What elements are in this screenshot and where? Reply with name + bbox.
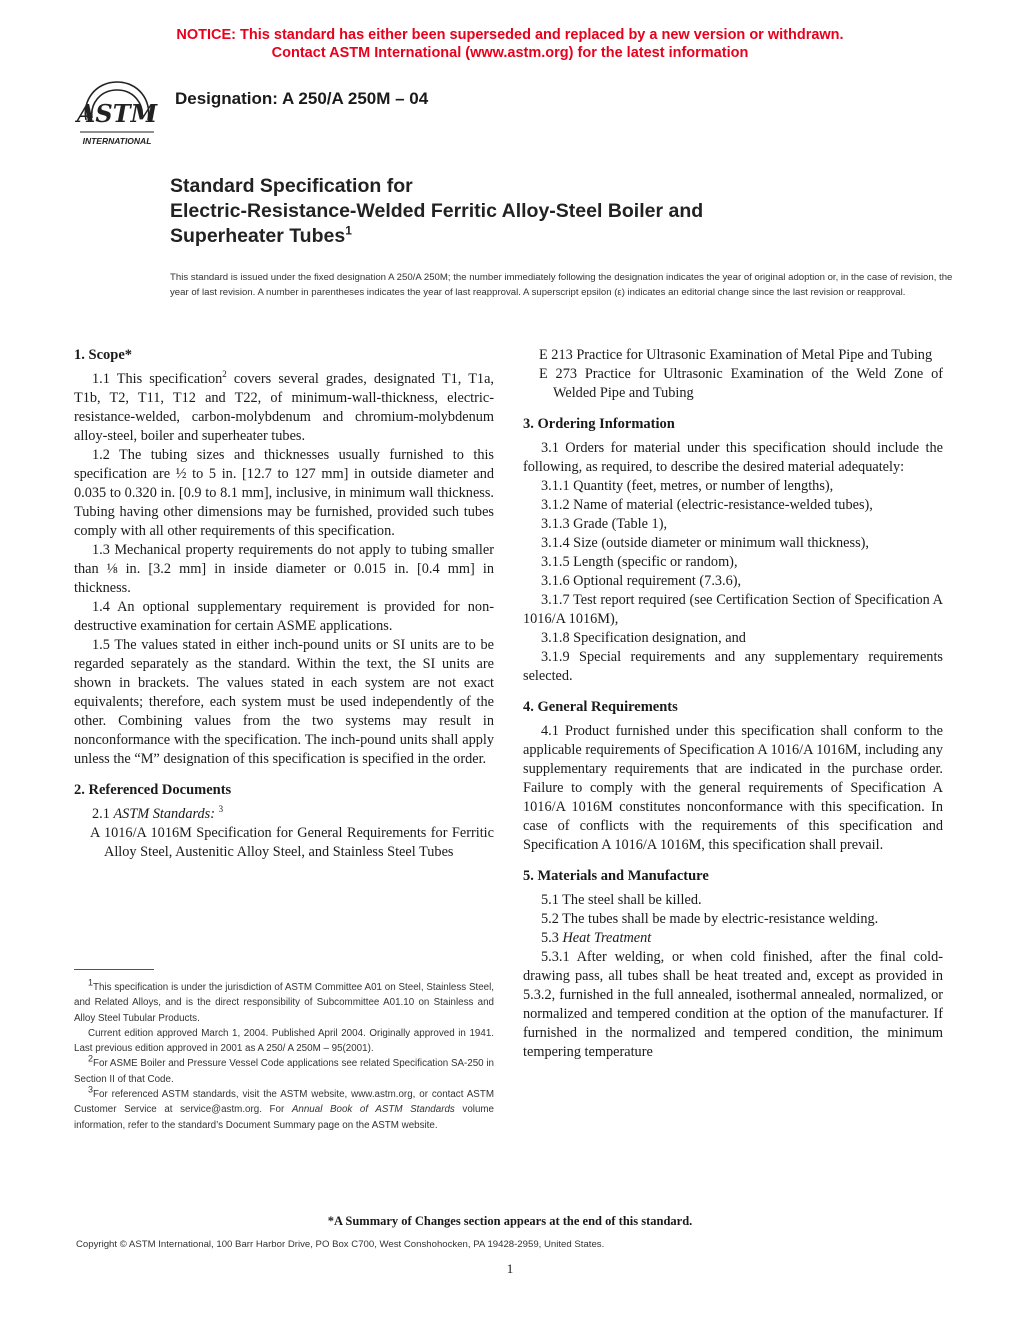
footnote-1b: Current edition approved March 1, 2004. Published April 2004. Originally approved in 1941. Last previous edition approved in 2001 as A 250/ A 250M – 95(2001). [74, 1027, 494, 1055]
ordering-item: 3.1.5 Length (specific or random), [541, 554, 738, 570]
scope-1-1-a: 1.1 This specification [92, 371, 223, 387]
scope-1-4: 1.4 An optional supplementary requirement is provided for non-destructive examination for certain ASME applications. [74, 599, 494, 634]
general-heading: 4. General Requirements [523, 699, 678, 715]
ordering-heading: 3. Ordering Information [523, 416, 675, 432]
notice-line-2: Contact ASTM International (www.astm.org) for the latest information [271, 45, 749, 61]
notice-line-1: NOTICE: This standard has either been superseded and replaced by a new version or withdrawn. [176, 27, 844, 43]
materials-5-3-1: 5.3.1 After welding, or when cold finished, after the final cold-drawing pass, all tubes shall be heat treated and, except as provided in 5.3.2, furnished in the full annealed, isothermal annealed, normalized, or normalized and tempered condition at the option of the manufacturer. If furnished in the normalized and tempered condition, the minimum tempering temperature [523, 949, 943, 1060]
materials-5-3-italic: Heat Treatment [562, 930, 652, 946]
issued-note: This standard is issued under the fixed designation A 250/A 250M; the number immediately following the designation indicates the year of original adoption or, in the case of revision, the year of last revision. A number in parentheses indicates the year of last reapproval. A superscript epsilon (ε) indicates an editorial change since the last revision or reapproval. [170, 272, 953, 298]
footnotes [74, 977, 495, 1133]
title-line-3-wrap [170, 224, 703, 249]
footnote-2-mark: 2 [88, 1054, 94, 1065]
scope-1-1-sup: 2 [222, 369, 227, 380]
ordering-item: 3.1.3 Grade (Table 1), [541, 516, 668, 532]
ordering-item: 3.1.8 Specification designation, and [541, 630, 746, 646]
ordering-item: 3.1.9 Special requirements and any supplementary requirements selected. [523, 649, 943, 684]
scope-1-1 [74, 370, 494, 446]
footnote-1-text: This specification is under the jurisdiction of ASTM Committee A01 on Steel, Stainless Steel, and Related Alloys, and is the direct responsibility of Subcommittee A01.10 on Stainless and Alloy Steel Tubular Products. [74, 982, 494, 1024]
referenced-2-1-a: 2.1 [92, 806, 114, 822]
title-line-3: Superheater Tubes [170, 225, 346, 247]
materials-5-3-a: 5.3 [541, 930, 563, 946]
copyright: Copyright © ASTM International, 100 Barr Harbor Drive, PO Box C700, West Conshohocken, PA 19428-2959, United States. [76, 1239, 605, 1250]
footnote-1 [74, 977, 494, 1026]
scope-1-1-b: covers several grades, designated T1, T1a, T1b, T2, T11, T12 and T22, of minimum-wall-thickness, electric-resistance-welded, carbon-molybdenum and chromium-molybdenum alloy-steel, boiler and superheater tubes. [74, 371, 494, 444]
designation: Designation: A 250/A 250M – 04 [175, 89, 429, 108]
footnote-3-italic: Annual Book of ASTM Standards [291, 1104, 455, 1116]
materials-5-1: 5.1 The steel shall be killed. [541, 892, 702, 908]
reference-e213: E 213 Practice for Ultrasonic Examination of Metal Pipe and Tubing [539, 347, 933, 363]
reference-a1016: A 1016/A 1016M Specification for General Requirements for Ferritic Alloy Steel, Austenitic Alloy Steel, and Stainless Steel Tubes [90, 825, 494, 860]
right-column [523, 346, 943, 1062]
ordering-item: 3.1.2 Name of material (electric-resistance-welded tubes), [541, 497, 873, 513]
title-line-1: Standard Specification for [170, 175, 413, 197]
footnote-2-text: For ASME Boiler and Pressure Vessel Code applications see related Specification SA-250 in Section II of that Code. [74, 1058, 494, 1085]
document-title [170, 174, 703, 249]
footnote-3-mark: 3 [88, 1084, 94, 1095]
referenced-2-1-sup: 3 [218, 804, 224, 815]
left-column [74, 346, 494, 862]
general-4-1: 4.1 Product furnished under this specification shall conform to the applicable requirements of Specification A 1016/A 1016M, including any supplementary requirements that are indicated in the purchase order. Failure to comply with the general requirements of Specification A 1016/A 1016M constitutes nonconformance with this specification. In case of conflicts with the requirements of this specification and Specification A 1016/A 1016M, this specification shall prevail. [523, 723, 943, 853]
ordering-item: 3.1.4 Size (outside diameter or minimum wall thickness), [541, 535, 869, 551]
ordering-item: 3.1.7 Test report required (see Certification Section of Specification A 1016/A 1016M), [523, 592, 943, 627]
footnote-2 [74, 1056, 494, 1087]
ordering-item: 3.1.6 Optional requirement (7.3.6), [541, 573, 742, 589]
summary-note: *A Summary of Changes section appears at the end of this standard. [327, 1214, 693, 1228]
logo-subtext: INTERNATIONAL [82, 136, 152, 146]
ordering-item: 3.1.1 Quantity (feet, metres, or number of lengths), [541, 478, 834, 494]
materials-heading: 5. Materials and Manufacture [523, 868, 709, 884]
footnote-3 [74, 1084, 495, 1133]
astm-logo [72, 74, 162, 150]
referenced-2-1 [74, 805, 494, 824]
scope-1-3: 1.3 Mechanical property requirements do not apply to tubing smaller than ⅛ in. [3.2 mm] in inside diameter or 0.015 in. [0.4 mm] in thickness. [74, 542, 494, 596]
footnote-3-text-a: For referenced ASTM standards, visit the ASTM website, www.astm.org, or contact ASTM Customer Service at service@astm.org. For [74, 1089, 494, 1116]
scope-1-5: 1.5 The values stated in either inch-pound units or SI units are to be regarded separately as the standard. Within the text, the SI units are shown in brackets. The values stated in each system are not exact equivalents; therefore, each system must be used independently of the other. Combining values from the two systems may result in nonconformance with the specification. The inch-pound units shall apply unless the “M” designation of this specification is specified in the order. [74, 637, 494, 767]
logo-text: ASTM [76, 99, 158, 128]
title-footnote-mark: 1 [345, 223, 352, 238]
footnote-3-text-b: volume information, refer to the standard’s Document Summary page on the ASTM website. [74, 1104, 495, 1131]
referenced-2-1-italic: ASTM Standards: [113, 806, 215, 822]
materials-5-2: 5.2 The tubes shall be made by electric-resistance welding. [541, 911, 879, 927]
scope-1-2: 1.2 The tubing sizes and thicknesses usually furnished to this specification are ½ to 5 in. [12.7 to 127 mm] in outside diameter and 0.035 to 0.320 in. [0.9 to 8.1 mm], inclusive, in minimum wall thickness. Tubing having other dimensions may be furnished, provided such tubes comply with all other requirements of this specification. [74, 447, 494, 539]
withdrawal-notice [0, 26, 1020, 62]
footnote-1-mark: 1 [88, 977, 94, 988]
materials-5-3 [523, 929, 943, 948]
ordering-3-1: 3.1 Orders for material under this specification should include the following, as required, to describe the desired material adequately: [523, 440, 943, 475]
title-line-2: Electric-Resistance-Welded Ferritic Alloy-Steel Boiler and [170, 200, 704, 222]
page-number: 1 [506, 1261, 514, 1276]
footnote-rule [74, 969, 154, 970]
reference-e273: E 273 Practice for Ultrasonic Examination of the Weld Zone of Welded Pipe and Tubing [539, 366, 943, 401]
referenced-heading: 2. Referenced Documents [74, 782, 232, 798]
scope-heading: 1. Scope* [74, 347, 132, 363]
